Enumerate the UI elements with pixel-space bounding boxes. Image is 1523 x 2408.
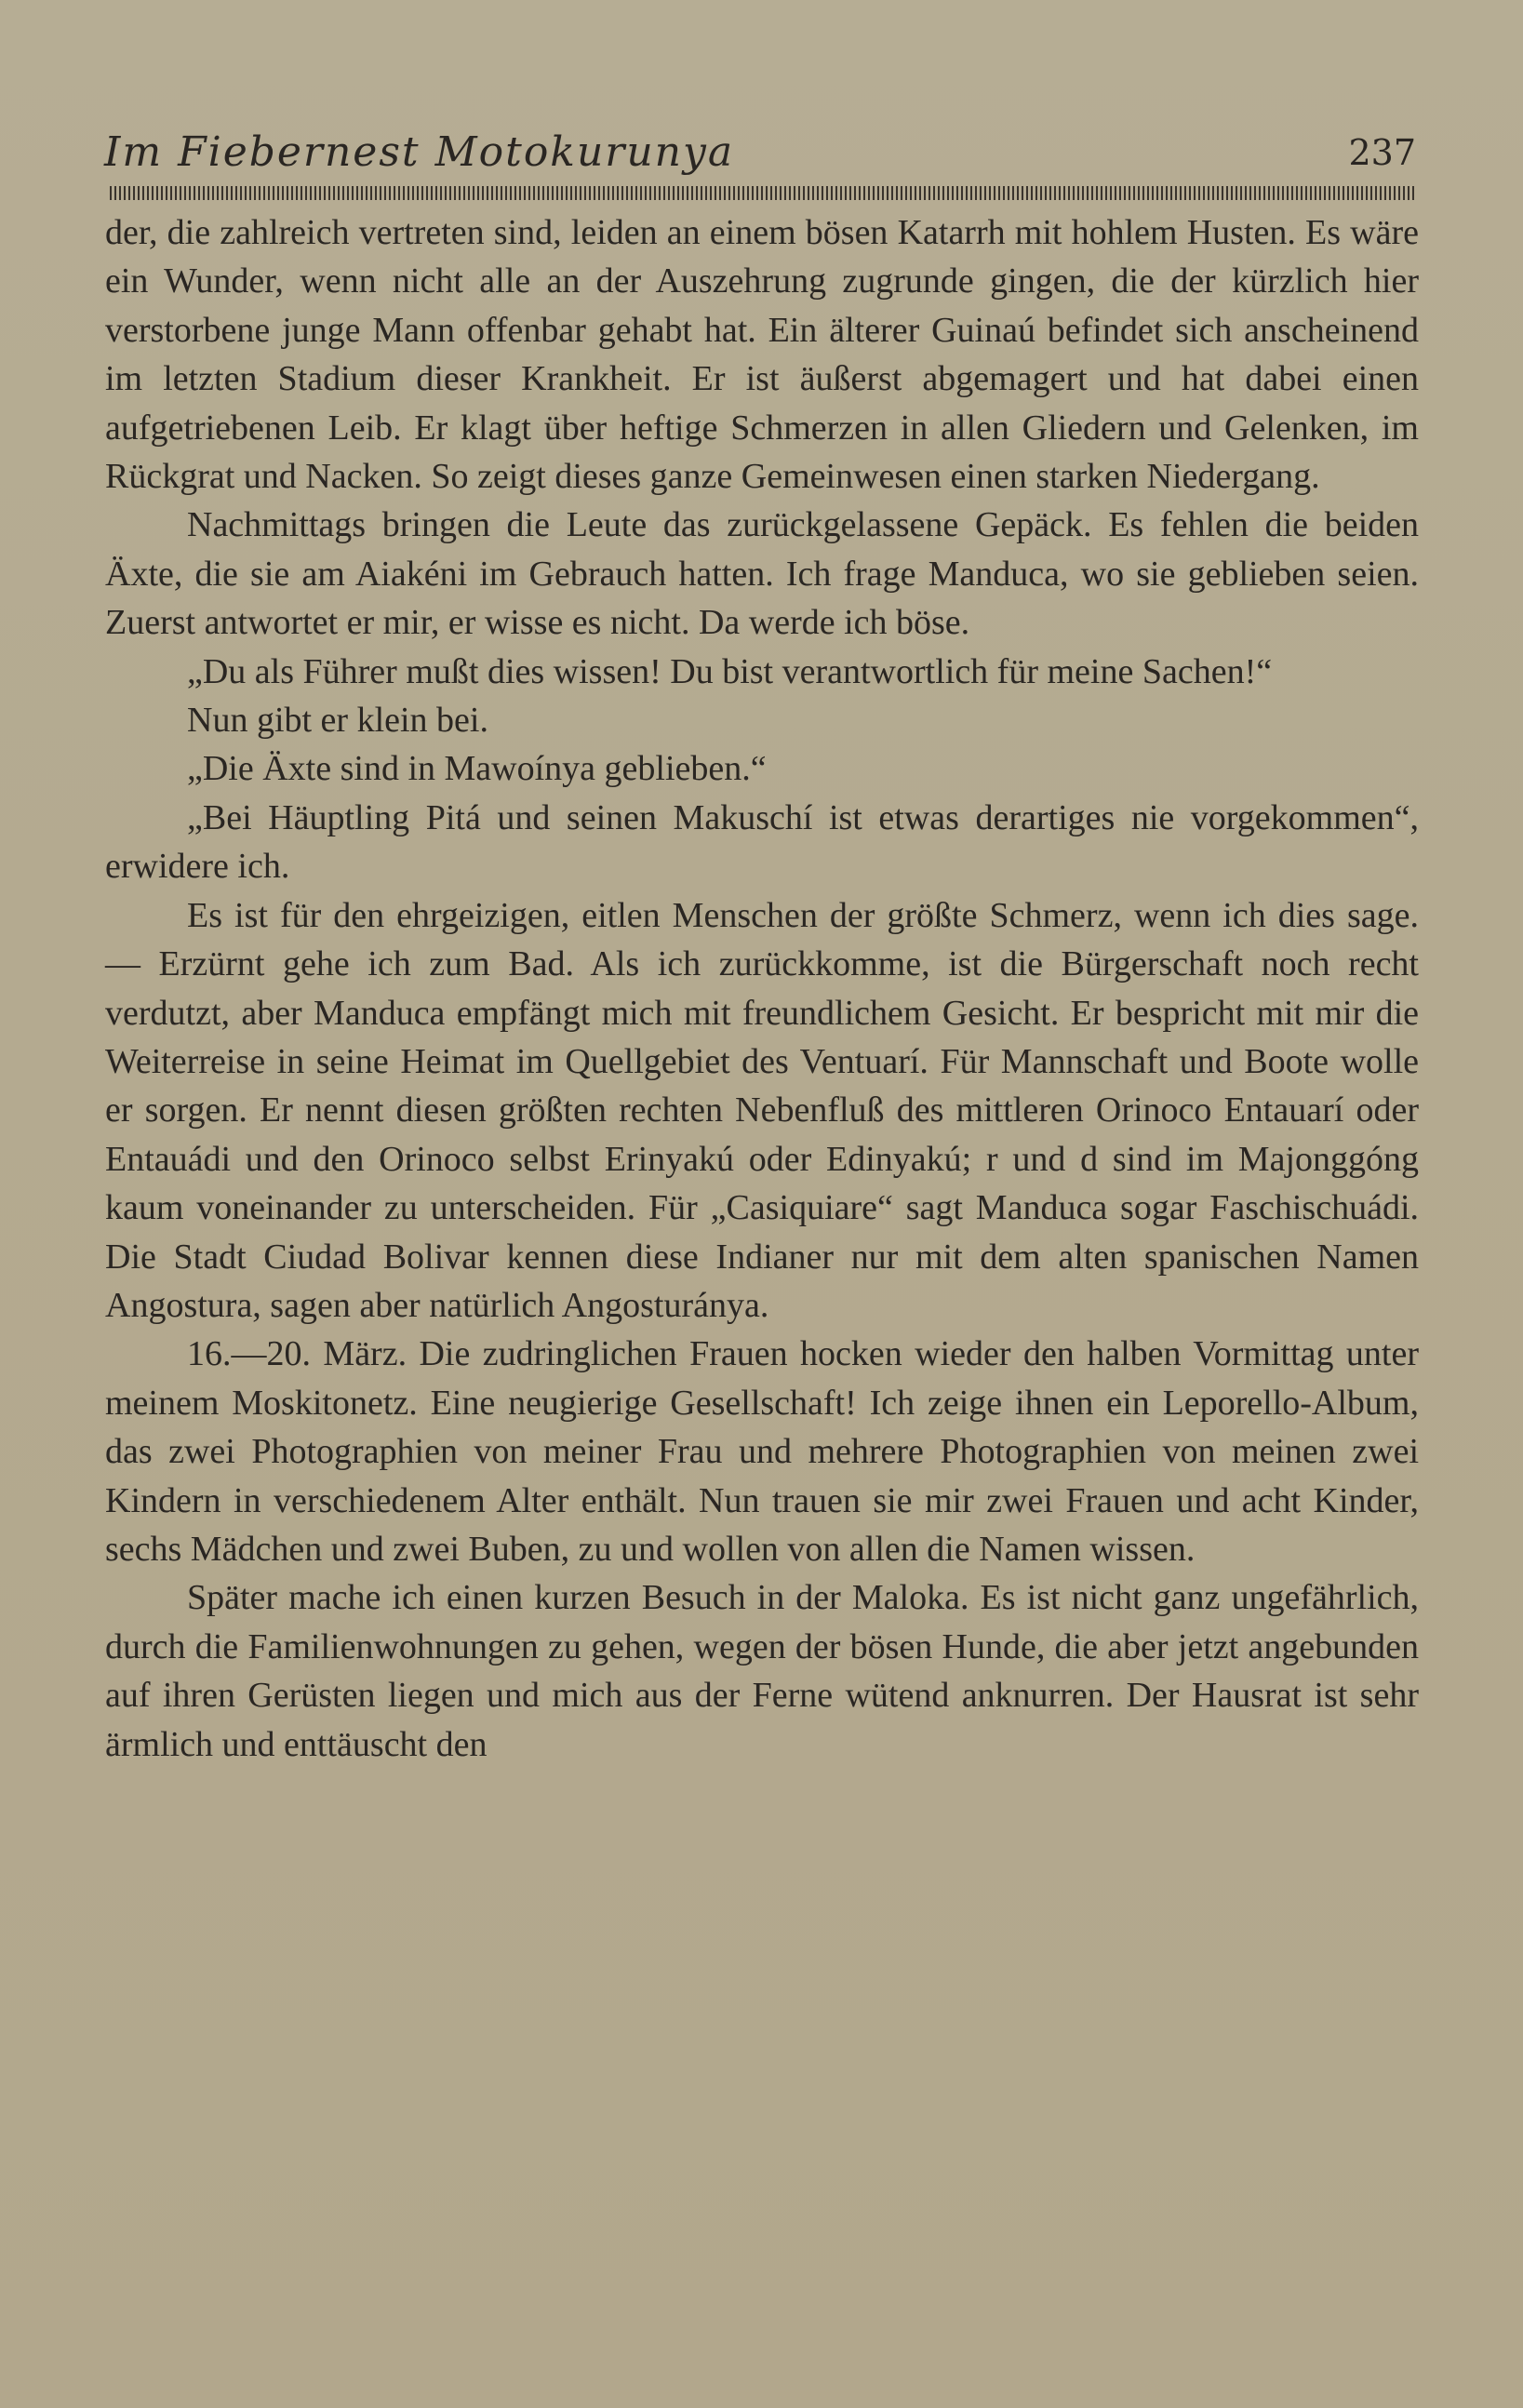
running-head <box>104 128 1416 182</box>
paragraph: Nun gibt er klein bei. <box>187 701 488 741</box>
paragraph: der, die zahlreich vertreten sind, leiden an einem bösen Katarrh mit hohlem Husten. Es wäre ein Wunder, wenn nicht alle an der Auszehrung zugrunde gingen, die der kürzlich hier verstorbene junge Mann offenbar gehabt hat. Ein älterer Guinaú befindet sich anscheinend im letzten Stadium dieser Krankheit. Er ist äußerst abgemagert und hat dabei einen aufgetriebenen Leib. Er klagt über heftige Schmerzen in allen Gliedern und Gelenken, im Rückgrat und Nacken. So zeigt dieses ganze Gemeinwesen einen starken Niedergang. <box>105 213 1419 497</box>
page-number: 237 <box>1348 132 1416 173</box>
paragraph: „Bei Häuptling Pitá und seinen Makuschí ist etwas derartiges nie vorgekommen“, erwidere ich. <box>105 797 1419 887</box>
paragraph: Später mache ich einen kurzen Besuch in der Maloka. Es ist nicht ganz ungefährlich, durch die Familienwohnungen zu gehen, wegen der bösen Hunde, die aber jetzt angebunden auf ihren Gerüsten liegen und mich aus der Ferne wütend anknurren. Der Hausrat ist sehr ärmlich und enttäuscht den <box>105 1578 1419 1764</box>
body-text <box>105 208 1419 1769</box>
running-title: Im Fiebernest Motokurunya <box>104 128 735 176</box>
header-rule <box>110 186 1414 200</box>
paragraph: 16.—20. März. Die zudringlichen Frauen hocken wieder den halben Vormittag unter meinem Moskitonetz. Eine neugierige Gesellschaft! Ich zeige ihnen ein Leporello-Album, das zwei Photographien von meiner Frau und mehrere Photographien von meinen zwei Kindern in verschiedenem Alter enthält. Nun trauen sie mir zwei Frauen und acht Kinder, sechs Mädchen und zwei Buben, zu und wollen von allen die Namen wissen. <box>105 1334 1419 1569</box>
paragraph: Nachmittags bringen die Leute das zurückgelassene Gepäck. Es fehlen die beiden Äxte, die sie am Aiakéni im Gebrauch hatten. Ich frage Manduca, wo sie geblieben seien. Zuerst antwortet er mir, er wisse es nicht. Da werde ich böse. <box>105 505 1419 643</box>
paragraph: „Die Äxte sind in Mawoínya geblieben.“ <box>187 749 767 789</box>
paragraph: „Du als Führer mußt dies wissen! Du bist verantwortlich für meine Sachen!“ <box>187 651 1273 691</box>
paragraph: Es ist für den ehrgeizigen, eitlen Menschen der größte Schmerz, wenn ich dies sage. — Erzürnt gehe ich zum Bad. Als ich zurückkomme, ist die Bürgerschaft noch recht verdutzt, aber Manduca empfängt mich mit freundlichem Gesicht. Er bespricht mit mir die Weiterreise in seine Heimat im Quellgebiet des Ventuarí. Für Mannschaft und Boote wolle er sorgen. Er nennt diesen größten rechten Nebenfluß des mittleren Orinoco Entauarí oder Entauádi und den Orinoco selbst Erinyakú oder Edinyakú; r und d sind im Majonggóng kaum voneinander zu unterscheiden. Für „Casiquiare“ sagt Manduca sogar Faschischuádi. Die Stadt Ciudad Bolivar kennen diese Indianer nur mit dem alten spanischen Namen Angostura, sagen aber natürlich Angosturánya. <box>105 895 1419 1325</box>
